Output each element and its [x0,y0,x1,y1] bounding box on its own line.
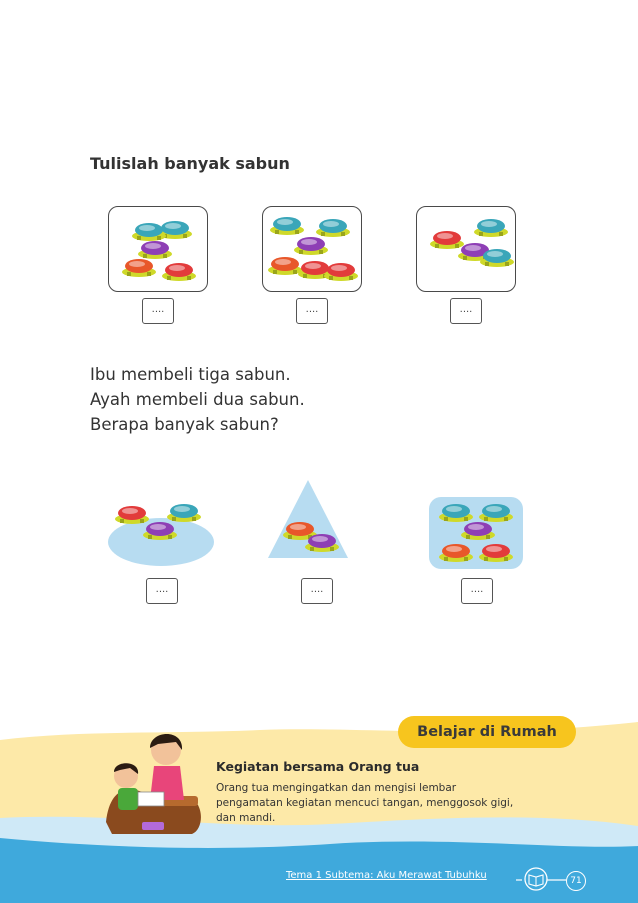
soap-group-triangle [266,478,350,560]
activity-line-1: Orang tua mengingatkan dan mengisi lembar [216,782,457,794]
soap-card-3 [416,206,516,292]
soap-group-icon [263,207,361,291]
answer-box-3[interactable]: .... [450,298,482,324]
soap-group-icon [417,207,515,291]
answer-box-6[interactable]: .... [461,578,493,604]
activity-line-2: pengamatan kegiatan mencuci tangan, menggosok gigi, [216,797,514,809]
belajar-di-rumah-badge: Belajar di Rumah [398,716,576,748]
soap-card-1 [108,206,208,292]
exercise1-title: Tulislah banyak sabun [90,154,290,173]
answer-box-1[interactable]: .... [142,298,174,324]
parent-child-illustration [100,726,210,838]
story-line-2: Ayah membeli dua sabun. [90,390,305,409]
page-number: 71 [566,871,586,891]
story-line-1: Ibu membeli tiga sabun. [90,365,291,384]
theme-footer-text: Tema 1 Subtema: Aku Merawat Tubuhku [286,870,487,881]
soap-card-2 [262,206,362,292]
activity-description [216,781,576,826]
soap-group-ellipse [104,492,218,568]
answer-box-4[interactable]: .... [146,578,178,604]
answer-box-5[interactable]: .... [301,578,333,604]
activity-title: Kegiatan bersama Orang tua [216,759,420,774]
story-line-3: Berapa banyak sabun? [90,415,279,434]
answer-box-2[interactable]: .... [296,298,328,324]
soap-group-icon [109,207,207,291]
story-text [90,362,305,437]
book-icon [516,866,566,892]
soap-group-square [428,496,524,570]
activity-line-3: dan mandi. [216,812,276,824]
